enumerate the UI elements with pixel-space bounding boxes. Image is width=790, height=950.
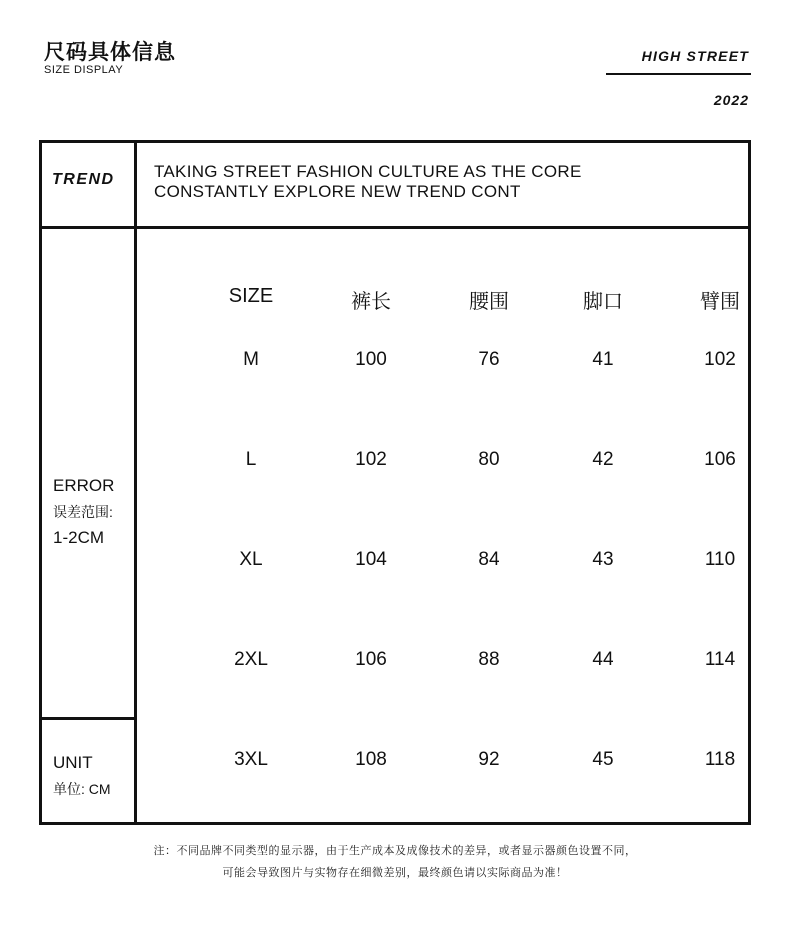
measurement-cell: 102 xyxy=(704,349,736,370)
unit-label-cn: 单位: CM xyxy=(53,781,111,797)
measurement-cell: 44 xyxy=(592,649,614,670)
measurement-cell: 108 xyxy=(355,749,387,770)
slogan xyxy=(154,162,582,202)
unit-label-en: UNIT xyxy=(53,753,93,772)
measurement-cell: 106 xyxy=(704,449,736,470)
size-chart-frame xyxy=(39,140,751,825)
year-label: 2022 xyxy=(713,92,749,108)
size-table xyxy=(137,229,748,822)
measurement-cell: 88 xyxy=(478,649,500,670)
column-header: 裤长 xyxy=(351,291,391,313)
size-cell: M xyxy=(243,349,259,370)
slogan-line-2: CONSTANTLY EXPLORE NEW TREND CONT xyxy=(154,182,521,201)
size-cell: L xyxy=(245,449,257,470)
brand-label: HIGH STREET xyxy=(641,48,749,64)
error-label-en: ERROR xyxy=(53,476,115,495)
measurement-cell: 45 xyxy=(592,749,614,770)
error-value: 1-2CM xyxy=(53,528,105,547)
measurement-cell: 43 xyxy=(592,549,614,570)
brand-underline xyxy=(606,73,751,75)
size-cell: XL xyxy=(239,549,263,570)
column-header: SIZE xyxy=(228,285,274,307)
footnote-line-2: 可能会导致图片与实物存在细微差别，最终颜色请以实际商品为准！ xyxy=(222,867,568,879)
measurement-cell: 80 xyxy=(478,449,500,470)
measurement-cell: 41 xyxy=(592,349,614,370)
measurement-cell: 114 xyxy=(704,649,736,670)
measurement-cell: 76 xyxy=(478,349,500,370)
measurement-cell: 102 xyxy=(355,449,387,470)
measurement-cell: 92 xyxy=(478,749,500,770)
slogan-line-1: TAKING STREET FASHION CULTURE AS THE CORE xyxy=(154,162,582,181)
page-title-en: SIZE DISPLAY xyxy=(44,64,124,76)
column-header: 腰围 xyxy=(469,291,509,313)
unit-info xyxy=(53,750,111,802)
measurement-cell: 84 xyxy=(478,549,500,570)
size-cell: 2XL xyxy=(234,649,268,670)
size-cell: 3XL xyxy=(234,749,268,770)
column-header: 臂围 xyxy=(700,291,740,313)
error-range xyxy=(53,473,114,551)
measurement-cell: 118 xyxy=(704,749,736,770)
measurement-cell: 104 xyxy=(355,549,387,570)
measurement-cell: 110 xyxy=(704,549,736,570)
measurement-cell: 42 xyxy=(592,449,614,470)
error-label-cn: 误差范围: xyxy=(53,504,113,520)
column-header: 脚口 xyxy=(583,291,623,313)
unit-divider xyxy=(42,717,134,720)
measurement-cell: 106 xyxy=(355,649,387,670)
trend-label: TREND xyxy=(52,171,115,188)
footnote-line-1: 注：不同品牌不同类型的显示器，由于生产成本及成像技术的差异，或者显示器颜色设置不同， xyxy=(153,845,637,857)
page-title-cn: 尺码具体信息 xyxy=(44,39,176,64)
measurement-cell: 100 xyxy=(355,349,387,370)
